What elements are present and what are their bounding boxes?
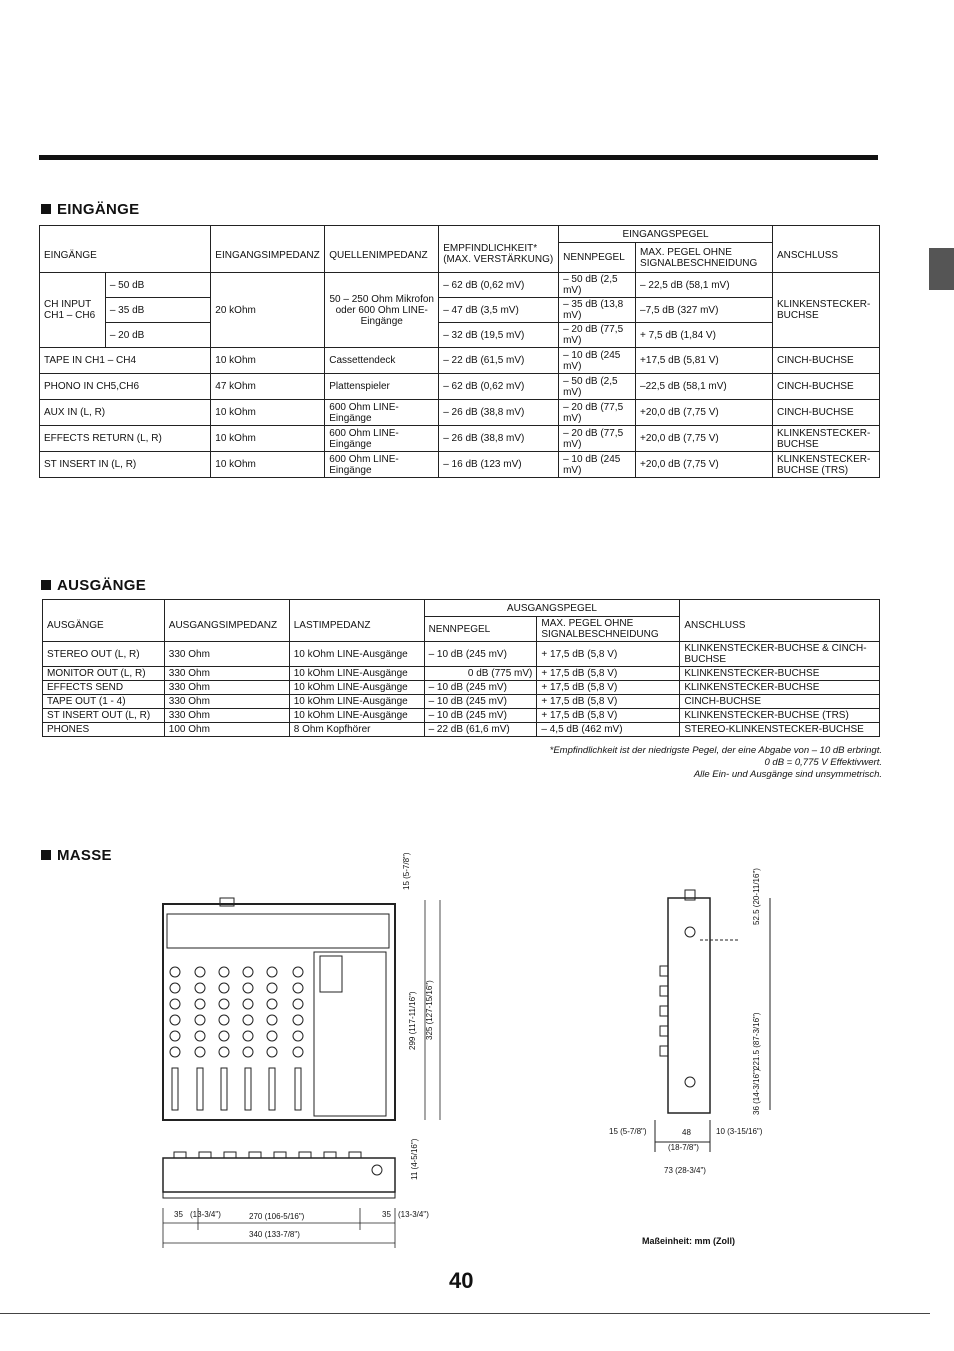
output-impedance: 330 Ohm: [164, 695, 289, 709]
mixer-top-view-drawing: [150, 890, 450, 1250]
header-empfindlichkeit: EMPFINDLICHKEIT* (MAX. VERSTÄRKUNG): [439, 226, 559, 273]
sens-value: – 32 dB (19,5 mV): [439, 323, 559, 348]
nom-value: – 10 dB (245 mV): [424, 642, 537, 667]
nom-value: – 20 dB (77,5 mV): [559, 426, 636, 452]
knob-icon: [243, 999, 253, 1009]
knob-icon: [219, 967, 229, 977]
max-value: –7,5 dB (327 mV): [636, 298, 773, 323]
table-row: [40, 426, 880, 452]
table-row: [43, 642, 880, 667]
side-tab-marker: [929, 248, 954, 290]
nom-value: – 10 dB (245 mV): [424, 681, 537, 695]
dim-top-15: 15 (5-7/8"): [402, 852, 411, 890]
connector: CINCH-BUCHSE: [772, 400, 879, 426]
load-impedance: 10 kOhm LINE-Ausgänge: [289, 695, 424, 709]
knob-icon: [170, 983, 180, 993]
knob-icon: [219, 983, 229, 993]
header-eingaenge: EINGÄNGE: [40, 226, 211, 273]
bullet-square-icon: [41, 580, 51, 590]
output-impedance: 330 Ohm: [164, 681, 289, 695]
knob-icon: [243, 1015, 253, 1025]
knob-icon: [293, 983, 303, 993]
header-row-top: [40, 226, 880, 243]
foot-icon: [349, 1152, 361, 1158]
source-impedance: Plattenspieler: [325, 374, 439, 400]
dim-side-36: 36 (14-3/16"): [752, 1068, 761, 1115]
connector: KLINKENSTECKER-BUCHSE (TRS): [680, 709, 880, 723]
header-anschluss: ANSCHLUSS: [680, 600, 880, 642]
table-row: [40, 273, 880, 298]
page-number: 40: [449, 1268, 474, 1293]
selector-value: – 50 dB: [105, 273, 210, 298]
foot-icon: [324, 1152, 336, 1158]
knob-icon: [170, 1047, 180, 1057]
table-row: [43, 709, 880, 723]
output-name: PHONES: [43, 723, 165, 737]
knob-icon: [195, 967, 205, 977]
knob-icon: [170, 999, 180, 1009]
nom-value: – 20 dB (77,5 mV): [559, 400, 636, 426]
nom-value: – 35 dB (13,8 mV): [559, 298, 636, 323]
source-impedance: Cassettendeck: [325, 348, 439, 374]
knob-icon: [293, 999, 303, 1009]
output-impedance: 330 Ohm: [164, 642, 289, 667]
dim-side-52-5: 52.5 (20-11/16"): [752, 868, 761, 925]
max-value: – 4,5 dB (462 mV): [537, 723, 680, 737]
table-row: [43, 695, 880, 709]
dim-width-35-right: 35: [382, 1210, 391, 1219]
input-name: TAPE IN CH1 – CH4: [40, 348, 211, 374]
dim-width-35-left-inch: (13-3/4"): [190, 1210, 221, 1219]
input-name: AUX IN (L, R): [40, 400, 211, 426]
header-eingangspegel: EINGANGSPEGEL: [559, 226, 773, 243]
header-anschluss: ANSCHLUSS: [772, 226, 879, 273]
bullet-square-icon: [41, 204, 51, 214]
table-row: [43, 723, 880, 737]
source-impedance: 600 Ohm LINE-Eingänge: [325, 400, 439, 426]
nom-value: 0 dB (775 mV): [424, 667, 537, 681]
footnote-sensitivity: *Empfindlichkeit ist der niedrigste Pegel, der eine Abgabe von – 10 dB erbringt.: [549, 745, 882, 756]
table-row: [40, 298, 880, 323]
nom-value: – 10 dB (245 mV): [424, 709, 537, 723]
sens-value: – 16 dB (123 mV): [439, 452, 559, 478]
foot-icon: [224, 1152, 236, 1158]
outputs-table: [42, 599, 880, 737]
knob-icon: [267, 999, 277, 1009]
footnotes: [550, 745, 882, 781]
output-impedance: 330 Ohm: [164, 709, 289, 723]
inputs-table: [39, 225, 880, 478]
output-name: STEREO OUT (L, R): [43, 642, 165, 667]
knob-icon: [195, 1047, 205, 1057]
nom-value: – 10 dB (245 mV): [559, 348, 636, 374]
section-title-eingaenge: EINGÄNGE: [41, 201, 139, 218]
dim-side-18-7-8: (18-7/8"): [668, 1143, 699, 1152]
knob-icon: [267, 983, 277, 993]
load-impedance: 10 kOhm LINE-Ausgänge: [289, 709, 424, 723]
header-ausgaenge: AUSGÄNGE: [43, 600, 165, 642]
header-ausgangspegel: AUSGANGSPEGEL: [424, 600, 680, 617]
sens-value: – 22 dB (61,5 mV): [439, 348, 559, 374]
header-lastimpedanz: LASTIMPEDANZ: [289, 600, 424, 642]
nom-value: – 22 dB (61,6 mV): [424, 723, 537, 737]
dim-width-270: 270 (106-5/16"): [249, 1212, 305, 1221]
table-row: [40, 374, 880, 400]
max-value: –22,5 dB (58,1 mV): [636, 374, 773, 400]
footnote-reference: 0 dB = 0,775 V Effektivwert.: [764, 757, 882, 768]
knob-icon: [243, 1031, 253, 1041]
knob-icon: [219, 1015, 229, 1025]
fader-icon: [221, 1068, 227, 1110]
table-row: [40, 400, 880, 426]
dim-side-15: 15 (5-7/8"): [609, 1127, 647, 1136]
load-impedance: 10 kOhm LINE-Ausgänge: [289, 681, 424, 695]
input-impedance: 10 kOhm: [211, 400, 325, 426]
connector: KLINKENSTECKER-BUCHSE: [680, 681, 880, 695]
header-eingangsimpedanz: EINGANGSIMPEDANZ: [211, 226, 325, 273]
knob-icon: [293, 1015, 303, 1025]
connector: CINCH-BUCHSE: [772, 348, 879, 374]
max-value: + 17,5 dB (5,8 V): [537, 667, 680, 681]
connector: KLINKENSTECKER-BUCHSE (TRS): [772, 452, 879, 478]
load-impedance: 8 Ohm Kopfhörer: [289, 723, 424, 737]
table-row: [43, 667, 880, 681]
knob-icon: [267, 967, 277, 977]
ch-input-connector: KLINKENSTECKER-BUCHSE: [772, 273, 879, 348]
knob-icon: [243, 967, 253, 977]
connector: CINCH-BUCHSE: [680, 695, 880, 709]
dim-side-10: 10 (3-15/16"): [716, 1127, 763, 1136]
section-title-ausgaenge: AUSGÄNGE: [41, 577, 146, 594]
fader-icon: [245, 1068, 251, 1110]
sens-value: – 62 dB (0,62 mV): [439, 374, 559, 400]
input-impedance: 10 kOhm: [211, 452, 325, 478]
nom-value: – 50 dB (2,5 mV): [559, 374, 636, 400]
fader-icon: [197, 1068, 203, 1110]
selector-value: – 20 dB: [105, 323, 210, 348]
sens-value: – 62 dB (0,62 mV): [439, 273, 559, 298]
header-max-pegel: MAX. PEGEL OHNE SIGNALBESCHNEIDUNG: [636, 243, 773, 273]
dim-width-35-left: 35: [174, 1210, 183, 1219]
header-nennpegel: NENNPEGEL: [559, 243, 636, 273]
footnote-unbalanced: Alle Ein- und Ausgänge sind unsymmetrisch.: [693, 769, 882, 780]
foot-icon: [199, 1152, 211, 1158]
knob-icon: [170, 1015, 180, 1025]
load-impedance: 10 kOhm LINE-Ausgänge: [289, 667, 424, 681]
knob-icon: [293, 1047, 303, 1057]
sens-value: – 26 dB (38,8 mV): [439, 400, 559, 426]
dim-height-299: 299 (117-11/16"): [408, 991, 417, 1050]
top-rule: [39, 155, 878, 160]
knob-icon: [293, 967, 303, 977]
source-impedance: 600 Ohm LINE-Eingänge: [325, 426, 439, 452]
dim-width-340: 340 (133-7/8"): [249, 1230, 300, 1239]
selector-value: – 35 dB: [105, 298, 210, 323]
knob-icon: [267, 1047, 277, 1057]
source-impedance: 600 Ohm LINE-Eingänge: [325, 452, 439, 478]
knob-icon: [195, 1015, 205, 1025]
output-name: EFFECTS SEND: [43, 681, 165, 695]
nom-value: – 10 dB (245 mV): [559, 452, 636, 478]
max-value: + 17,5 dB (5,8 V): [537, 695, 680, 709]
input-impedance: 10 kOhm: [211, 426, 325, 452]
nom-value: – 20 dB (77,5 mV): [559, 323, 636, 348]
sens-value: – 26 dB (38,8 mV): [439, 426, 559, 452]
dim-side-221-5: 221.5 (87-3/16"): [752, 1012, 761, 1070]
nom-value: – 10 dB (245 mV): [424, 695, 537, 709]
table-row: [40, 348, 880, 374]
max-value: + 17,5 dB (5,8 V): [537, 709, 680, 723]
table-row: [40, 323, 880, 348]
input-name: EFFECTS RETURN (L, R): [40, 426, 211, 452]
bullet-square-icon: [41, 850, 51, 860]
header-max-pegel: MAX. PEGEL OHNE SIGNALBESCHNEIDUNG: [537, 617, 680, 642]
header-quellenimpedanz: QUELLENIMPEDANZ: [325, 226, 439, 273]
header-row-top: [43, 600, 880, 617]
connector: KLINKENSTECKER-BUCHSE & CINCH-BUCHSE: [680, 642, 880, 667]
nom-value: – 50 dB (2,5 mV): [559, 273, 636, 298]
max-value: + 17,5 dB (5,8 V): [537, 681, 680, 695]
output-name: ST INSERT OUT (L, R): [43, 709, 165, 723]
header-ausgangsimpedanz: AUSGANGSIMPEDANZ: [164, 600, 289, 642]
dim-width-35-right-inch: (13-3/4"): [398, 1210, 429, 1219]
knob-icon: [219, 1047, 229, 1057]
max-value: +20,0 dB (7,75 V): [636, 400, 773, 426]
ch-input-name: CH INPUT CH1 – CH6: [40, 273, 106, 348]
input-impedance: 10 kOhm: [211, 348, 325, 374]
foot-icon: [174, 1152, 186, 1158]
bottom-rule: [0, 1313, 930, 1314]
knob-icon: [195, 983, 205, 993]
dim-height-325: 325 (127-15/16"): [425, 980, 434, 1040]
foot-icon: [249, 1152, 261, 1158]
knob-icon: [267, 1015, 277, 1025]
knob-icon: [170, 1031, 180, 1041]
knob-icon: [195, 1031, 205, 1041]
max-value: – 22,5 dB (58,1 mV): [636, 273, 773, 298]
knob-icon: [243, 983, 253, 993]
ch-input-source: 50 – 250 Ohm Mikrofon oder 600 Ohm LINE-Eingänge: [325, 273, 439, 348]
connector: CINCH-BUCHSE: [772, 374, 879, 400]
knob-icon: [219, 999, 229, 1009]
input-name: ST INSERT IN (L, R): [40, 452, 211, 478]
fader-icon: [172, 1068, 178, 1110]
connector: KLINKENSTECKER-BUCHSE: [680, 667, 880, 681]
foot-icon: [274, 1152, 286, 1158]
knob-icon: [219, 1031, 229, 1041]
knob-icon: [293, 1031, 303, 1041]
input-impedance: 47 kOhm: [211, 374, 325, 400]
output-name: TAPE OUT (1 - 4): [43, 695, 165, 709]
dim-side-73: 73 (28-3/4"): [664, 1166, 706, 1175]
section-title-masse: MASSE: [41, 847, 112, 864]
knob-icon: [267, 1031, 277, 1041]
sens-value: – 47 dB (3,5 mV): [439, 298, 559, 323]
knob-icon: [195, 999, 205, 1009]
load-impedance: 10 kOhm LINE-Ausgänge: [289, 642, 424, 667]
output-impedance: 330 Ohm: [164, 667, 289, 681]
max-value: + 7,5 dB (1,84 V): [636, 323, 773, 348]
max-value: +20,0 dB (7,75 V): [636, 426, 773, 452]
input-name: PHONO IN CH5,CH6: [40, 374, 211, 400]
connector: KLINKENSTECKER-BUCHSE: [772, 426, 879, 452]
ch-input-impedance: 20 kOhm: [211, 273, 325, 348]
dim-bottom-11: 11 (4-5/16"): [410, 1138, 419, 1180]
connector: STEREO-KLINKENSTECKER-BUCHSE: [680, 723, 880, 737]
table-row: [43, 681, 880, 695]
max-value: +17,5 dB (5,81 V): [636, 348, 773, 374]
foot-icon: [299, 1152, 311, 1158]
table-row: [40, 452, 880, 478]
max-value: + 17,5 dB (5,8 V): [537, 642, 680, 667]
knob-icon: [243, 1047, 253, 1057]
fader-icon: [295, 1068, 301, 1110]
fader-icon: [269, 1068, 275, 1110]
header-nennpegel: NENNPEGEL: [424, 617, 537, 642]
unit-label: Maßeinheit: mm (Zoll): [642, 1236, 735, 1246]
output-name: MONITOR OUT (L, R): [43, 667, 165, 681]
knob-icon: [170, 967, 180, 977]
output-impedance: 100 Ohm: [164, 723, 289, 737]
max-value: +20,0 dB (7,75 V): [636, 452, 773, 478]
dim-side-48: 48: [682, 1128, 691, 1137]
